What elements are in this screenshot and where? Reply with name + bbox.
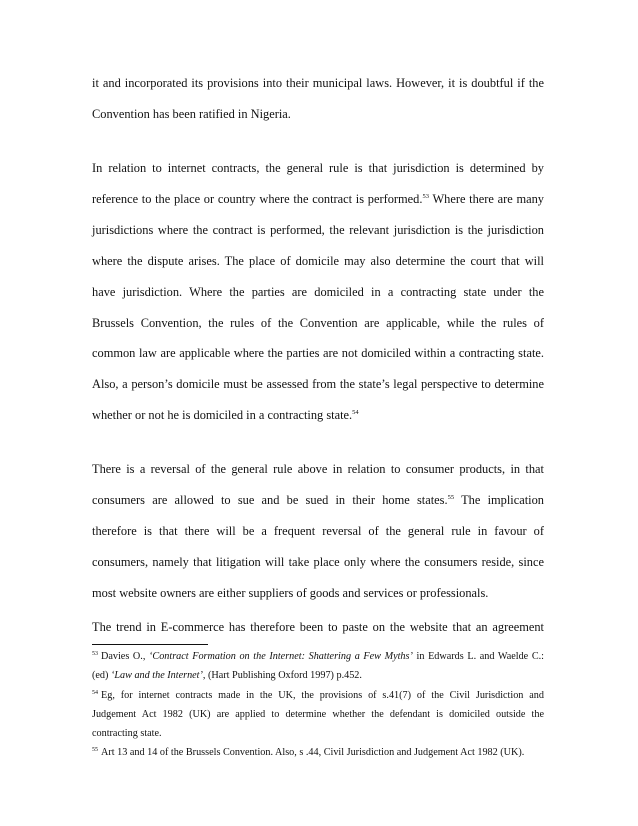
- paragraph-2-line-8: Also, a person’s domicile must be assessed from the state’s legal perspective to determine: [92, 377, 544, 391]
- paragraph-2-line-3: jurisdictions where the contract is performed, the relevant jurisdiction is the jurisdiction: [92, 223, 544, 237]
- paragraph-2-line-6: Brussels Convention, the rules of the Convention are applicable, while the rules of: [92, 316, 544, 330]
- paragraph-2-line-2: reference to the place or country where the contract is performed.$^{53}$ Where there are many: [92, 192, 544, 206]
- footnote-ref-53: 53: [422, 192, 429, 200]
- paragraph-3-line-2: consumers are allowed to sue and be sued in their home states.$^{55}$ The implication: [92, 493, 545, 507]
- paragraph-3-line-1: There is a reversal of the general rule above in relation to consumer products, in that: [92, 462, 544, 476]
- footnote-ref-55: 55: [447, 493, 455, 501]
- footnote-54-line-3: contracting state.: [92, 728, 162, 739]
- paragraph-2-line-9: whether or not he is domiciled in a contracting state.$^{54}$: [92, 408, 359, 422]
- footnote-53-number: 53: [92, 650, 98, 657]
- paragraph-2-line-1: In relation to internet contracts, the general rule is that jurisdiction is determined by: [92, 161, 544, 175]
- footnote-54-number: 54: [92, 689, 98, 696]
- footnote-53-line-2: (ed) ‘Law and the Internet’, (Hart Publishing Oxford 1997) p.452.: [92, 670, 362, 681]
- footnote-55-number: 55: [92, 746, 98, 753]
- paragraph-3-line-4: consumers, namely that litigation will take place only where the consumers reside, since: [92, 555, 544, 569]
- paragraph-3-line-5: most website owners are either suppliers of goods and services or professionals.: [92, 586, 489, 600]
- paragraph-2-line-5: have jurisdiction. Where the parties are domiciled in a contracting state under the: [92, 285, 544, 299]
- paragraph-3-line-3: therefore is that there will be a frequent reversal of the general rule in favour of: [92, 524, 544, 538]
- paragraph-4-line-1: The trend in E-commerce has therefore been to paste on the website that an agreement: [92, 620, 544, 634]
- footnote-ref-54: 54: [352, 408, 359, 416]
- footnote-53-book-title: ‘Law and the Internet’: [110, 670, 203, 681]
- footnote-53-article-title: ‘Contract Formation on the Internet: Shattering a Few Myths’: [149, 651, 413, 662]
- footnote-54-line-1: $^{54}$ Eg, for internet contracts made in the UK, the provisions of s.41(7) of the Civil Jurisdiction and: [92, 689, 544, 701]
- footnote-separator: [92, 644, 208, 645]
- footnote-55-line-1: $^{55}$ Art 13 and 14 of the Brussels Convention. Also, s .44, Civil Jurisdiction and Judgement Act 1982 (UK).: [92, 746, 525, 758]
- footnote-54-line-2: Judgement Act 1982 (UK) are applied to determine whether the defendant is domiciled outside the: [92, 709, 544, 720]
- paragraph-1-line-2: Convention has been ratified in Nigeria.: [92, 107, 291, 121]
- paragraph-1-line-1: it and incorporated its provisions into their municipal laws. However, it is doubtful if the: [92, 76, 544, 90]
- footnote-53-line-1: $^{53}$ Davies O., ‘Contract Formation on the Internet: Shattering a Few Myths’ in Edwards L. and Waelde C.:: [92, 650, 544, 662]
- paragraph-2-line-4: where the dispute arises. The place of domicile may also determine the court that will: [92, 254, 544, 268]
- paragraph-2-line-7: common law are applicable where the parties are not domiciled within a contracting state.: [92, 346, 544, 360]
